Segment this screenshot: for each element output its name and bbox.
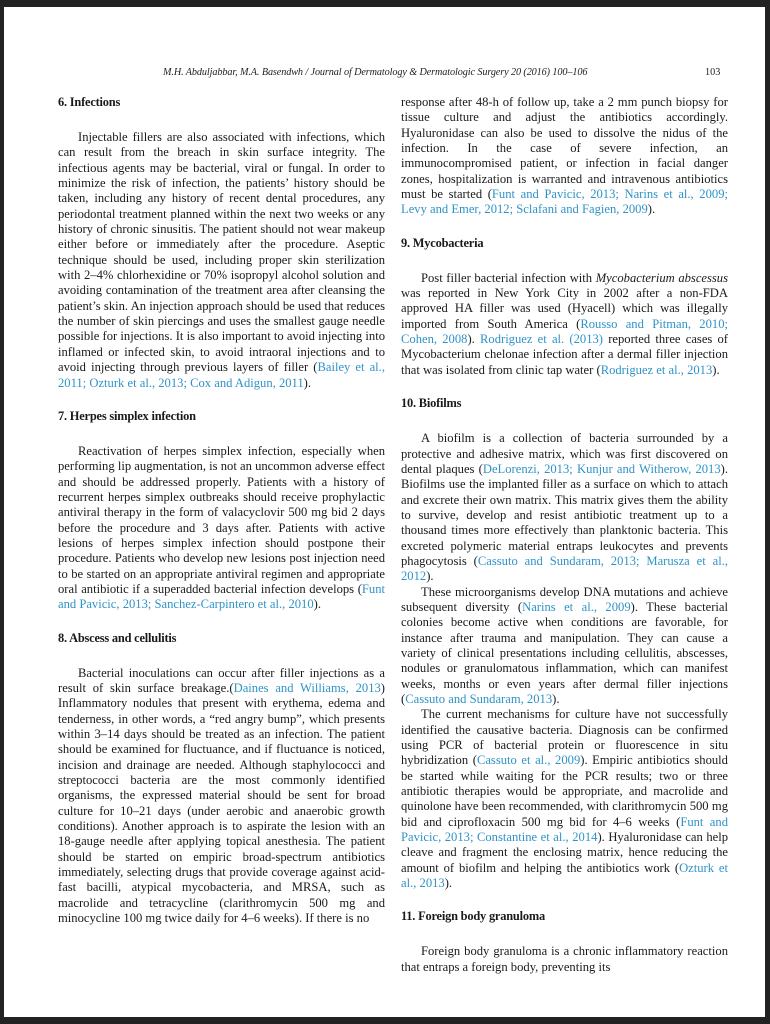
citation-link[interactable]: Daines and Williams, 2013 bbox=[233, 680, 381, 695]
paragraph-text: ). bbox=[467, 332, 480, 347]
paragraph bbox=[58, 130, 385, 391]
paragraph-text: ) Inflammatory nodules that present with erythema, edema and tenderness, in other words, a “red angry bump”, which presents within 3–14 days should be treated as an infection. The patient should be examined for fluctuance, and if fluctuance is noticed, incision and drainage are needed. Although staphylococci and streptococci bacteria are the most commonly identified organisms, the expressed material should be sent for broad culture for 10–21 days (under aerobic and anaerobic growth conditions). Another approach is to aspirate the lesion with an 18-gauge needle after applying topical anesthesia. The patient should be started on empiric broad-spectrum antibiotics immediately, selecting drugs that provide coverage against acid-fast bacilli, atypical mycobacteria, and MRSA, such as macrolide and tetracycline (clarithromycin 500 mg and minocycline 100 mg twice daily for 4–6 weeks). If there is no bbox=[58, 680, 385, 926]
paragraph-text: ). Hyaluronidase can help cleave and fragment the enclosing matrix, hence reducing the amount of biofilm and helping the antibiotics work ( bbox=[401, 830, 728, 875]
citation-link[interactable]: Rousso and Pitman, 2010; Cohen, 2008 bbox=[401, 316, 728, 347]
running-head-citation: M.H. Abduljabbar, M.A. Basendwh / Journal of Dermatology & Dermatologic Surgery 20 (2016) 100–106 bbox=[163, 67, 588, 78]
citation-link[interactable]: Cassuto and Sundaram, 2013; Marusza et al., 2012 bbox=[401, 553, 728, 584]
citation-link[interactable]: Rodriguez et al. (2013) bbox=[480, 332, 603, 347]
right-column bbox=[401, 95, 728, 975]
paragraph-text: Injectable fillers are also associated with infections, which can result from the breach in skin surface integrity. The infectious agents may be bacterial, viral or fungal. In order to minimize the risk of infection, the patients’ history should be taken, including any history of recent dental procedures, any periodontal treatment planned within the next two weeks or any history of chronic sinusitis. The patient should not wear makeup either before or immediately after the procedure. Aseptic technique should be used, including proper skin sterilization with 2–4% chlorhexidine or 70% isopropyl alcohol solution and avoiding contamination of the treatment area after cleansing the patient’s skin. An injection approach should be used that reduces the number of skin piercings and uses the smallest gauge needle possible for injections. It is also important to avoid injecting into inflamed or infected skin, to avoid intraoral injections and to avoid injecting through previous layers of filler ( bbox=[58, 130, 385, 375]
paragraph-text: ). bbox=[426, 569, 434, 584]
paragraph-text: was reported in New York City in 2002 after a non-FDA approved HA filler was used (Hyacell) which was illegally imported from South America ( bbox=[401, 286, 728, 331]
section-abscess-continued bbox=[401, 95, 728, 236]
paragraph-text: response after 48-h of follow up, take a 2 mm punch biopsy for tissue culture and adjust the antibiotics accordingly. Hyaluronidase can also be used to dissolve the nidus of the infection. In the case of severe infection, an immunocompromised patient, or infection in facial danger zones, hospitalization is warranted and intravenous antibiotics must be started ( bbox=[401, 95, 728, 202]
paragraph-text: ). bbox=[444, 876, 453, 891]
citation-link[interactable]: Cassuto and Sundaram, 2013 bbox=[405, 692, 553, 706]
paragraph-text: Bacterial inoculations can occur after filler injections as a result of skin surface breakage.( bbox=[58, 665, 385, 695]
paragraph-text: ). bbox=[712, 362, 720, 377]
citation-link[interactable]: Bailey et al., 2011; Ozturk et al., 2013; Cox and Adigun, 2011 bbox=[58, 360, 385, 390]
citation-link[interactable]: Cassuto et al., 2009 bbox=[476, 753, 581, 768]
section-heading: 8. Abscess and cellulitis bbox=[58, 630, 177, 645]
section-heading: 11. Foreign body granuloma bbox=[401, 909, 545, 924]
paragraph-text: These microorganisms develop DNA mutations and achieve subsequent diversity ( bbox=[401, 584, 728, 614]
document-page bbox=[4, 7, 765, 1017]
citation-link[interactable]: Ozturk et al., 2013 bbox=[401, 860, 728, 891]
section-biofilms bbox=[401, 396, 728, 909]
section-herpes-simplex bbox=[58, 409, 385, 631]
citation-link[interactable]: Narins et al., 2009 bbox=[522, 599, 631, 614]
paragraph bbox=[401, 271, 728, 378]
paragraph bbox=[401, 944, 728, 975]
paragraph bbox=[401, 585, 728, 708]
left-column bbox=[58, 95, 385, 926]
citation-link[interactable]: Funt and Pavicic, 2013; Narins et al., 2009; Levy and Emer, 2012; Sclafani and Fagien, 2009 bbox=[401, 187, 728, 217]
paragraph-text: ). These bacterial colonies become active when conditions are favorable, for instance after trauma and manipulation. They can cause a variety of clinical presentations including cellulitis, abscesses, nodules or granulomatous inflammation, which can manifest weeks, months or even years after dermal filler injections ( bbox=[401, 599, 729, 706]
paragraph-text: reported three cases of Mycobacterium chelonae infection after a dermal filler injection that was isolated from clinic tap water ( bbox=[401, 332, 729, 377]
paragraph-text: Post filler bacterial infection with bbox=[421, 270, 596, 285]
citation-link[interactable]: Funt and Pavicic, 2013; Constantine et al., 2014 bbox=[401, 814, 728, 845]
paragraph-text: ). bbox=[552, 692, 560, 706]
paragraph-text: ). bbox=[303, 375, 312, 390]
paragraph-text: A biofilm is a collection of bacteria surrounded by a protective and adhesive matrix, which was first discovered on dental plaques ( bbox=[401, 431, 728, 476]
section-heading: 9. Mycobacteria bbox=[401, 235, 484, 250]
paragraph-text: ). bbox=[647, 202, 656, 217]
paragraph bbox=[401, 431, 728, 584]
citation-link[interactable]: DeLorenzi, 2013; Kunjur and Witherow, 2013 bbox=[482, 461, 721, 476]
section-heading: 7. Herpes simplex infection bbox=[58, 408, 196, 423]
paragraph-text: ). Empiric antibiotics should be started while waiting for the PCR results; two or three antibiotic therapies would be appropriate, and macrolide and quinolone have been recommended, with clarithromycin 500 mg bid and ciprofloxacin 500 mg bid for 4–6 weeks ( bbox=[401, 753, 728, 829]
paragraph bbox=[401, 707, 728, 891]
page-number: 103 bbox=[705, 67, 721, 78]
paragraph-text: ). Biofilms use the implanted filler as a surface on which to attach and excrete their own matrix. This matrix gives them the ability to survive, develop and resist antibiotic treatment up to a thousand times more effectively than planktonic bacteria. This excreted polymeric material entraps leukocytes and prevents phagocytosis ( bbox=[401, 461, 728, 568]
paragraph-text: ). bbox=[313, 597, 321, 612]
species-name: Mycobacterium abscessus bbox=[595, 270, 728, 285]
citation-link[interactable]: Funt and Pavicic, 2013; Sanchez-Carpintero et al., 2010 bbox=[58, 581, 385, 612]
paragraph-text: Reactivation of herpes simplex infection, especially when performing lip augmentation, is not an uncommon adverse effect and should be addressed properly. Patients with a history of recurrent herpes simplex outbreaks should receive prophylactic antiviral therapy in the form of valacyclovir 500 mg bid 2 days before the procedure and 3 days after. Patients with active lesions of herpes simplex infection should postpone their procedure. Patients who develop new lesions post injection need to be started on an appropriate antiviral regimen and appropriate oral antibiotic if a superadded bacterial infection develops ( bbox=[58, 443, 385, 596]
paragraph-text: The current mechanisms for culture have not successfully identified the causative bacteria. Diagnosis can be confirmed using PCR of bacterial protein or fluorescence in situ hybridization ( bbox=[401, 707, 728, 768]
paragraph bbox=[401, 95, 728, 218]
paragraph-text: Foreign body granuloma is a chronic inflammatory reaction that entraps a foreign body, preventing its bbox=[401, 944, 728, 974]
paragraph bbox=[58, 444, 385, 613]
section-foreign-body-granuloma bbox=[401, 909, 728, 975]
section-abscess-cellulitis bbox=[58, 631, 385, 927]
paragraph bbox=[58, 666, 385, 927]
section-infections bbox=[58, 95, 385, 409]
citation-link[interactable]: Rodriguez et al., 2013 bbox=[600, 362, 713, 377]
section-mycobacteria bbox=[401, 236, 728, 396]
section-heading: 10. Biofilms bbox=[401, 396, 462, 411]
section-heading: 6. Infections bbox=[58, 95, 121, 109]
